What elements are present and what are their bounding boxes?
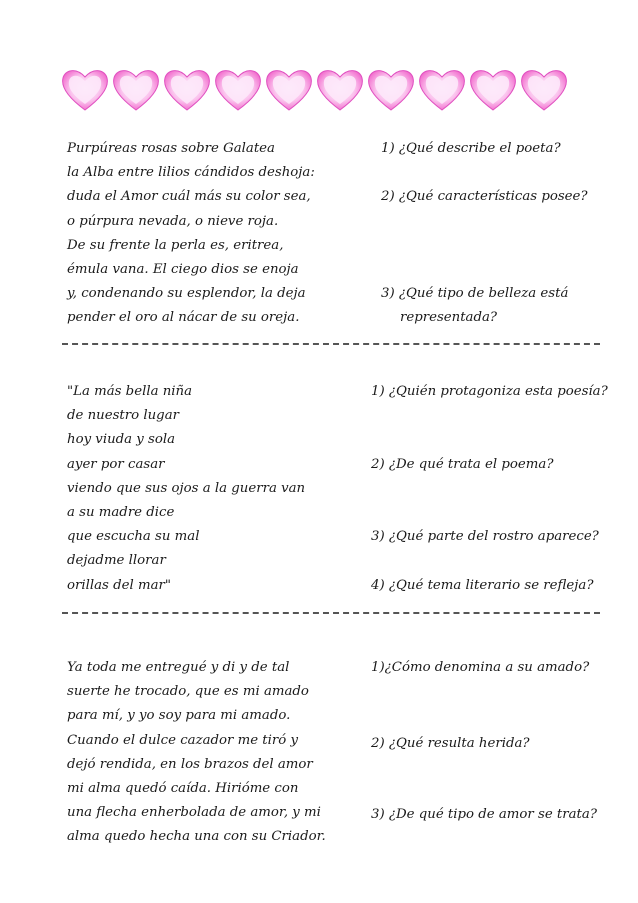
hearts-banner xyxy=(60,66,570,118)
poem-line: dejó rendida, en los brazos del amor xyxy=(67,756,313,772)
heart-icon xyxy=(264,66,314,114)
poem-line: pender el oro al nácar de su oreja. xyxy=(67,310,300,326)
poem-line: y, condenando su esplendor, la deja xyxy=(67,286,306,302)
heart-icon xyxy=(111,66,161,114)
section-divider xyxy=(62,612,600,614)
question: 1)¿Cómo denomina a su amado? xyxy=(371,660,590,675)
poem-line: a su madre dice xyxy=(67,505,175,521)
poem-line: ayer por casar xyxy=(67,456,165,472)
poem-line: dejadme llorar xyxy=(67,553,166,569)
question: 3) ¿Qué tipo de belleza está xyxy=(381,286,569,301)
heart-icon xyxy=(366,66,416,114)
heart-icon xyxy=(162,66,212,114)
poem-line: De su frente la perla es, eritrea, xyxy=(67,237,284,253)
heart-icon xyxy=(468,66,518,114)
poem-line: o púrpura nevada, o nieve roja. xyxy=(67,213,279,229)
poem-line: una flecha enherbolada de amor, y mi xyxy=(67,805,321,821)
question: 2) ¿Qué resulta herida? xyxy=(371,736,530,751)
heart-icon xyxy=(213,66,263,114)
poem-line: Purpúreas rosas sobre Galatea xyxy=(67,141,275,156)
heart-icon xyxy=(519,66,569,114)
question: 2) ¿Qué características posee? xyxy=(381,189,588,204)
poem-line: hoy viuda y sola xyxy=(67,432,176,448)
poem-line: duda el Amor cuál más su color sea, xyxy=(67,189,311,205)
question: 1) ¿Qué describe el poeta? xyxy=(381,141,561,156)
poem-line: "La más bella niña xyxy=(67,384,193,399)
poem-line: para mí, y yo soy para mi amado. xyxy=(67,708,291,724)
poem-line: la Alba entre lilios cándidos deshoja: xyxy=(67,165,315,181)
poem-line: Ya toda me entregué y di y de tal xyxy=(67,660,290,675)
poem-line: mi alma quedó caída. Hirióme con xyxy=(67,781,299,797)
heart-icon xyxy=(60,66,110,114)
poem-line: orillas del mar" xyxy=(67,577,171,593)
poem-line: alma quedo hecha una con su Criador. xyxy=(67,829,326,845)
poem-line: viendo que sus ojos a la guerra van xyxy=(67,480,306,496)
poem-line: que escucha su mal xyxy=(67,529,200,545)
poem-line: Cuando el dulce cazador me tiró y xyxy=(67,732,299,748)
poem-text-2 xyxy=(67,380,305,598)
section-divider xyxy=(62,343,600,345)
question: 3) ¿De qué tipo de amor se trata? xyxy=(371,807,597,822)
question: 3) ¿Qué parte del rostro aparece? xyxy=(371,529,599,544)
question: 2) ¿De qué trata el poema? xyxy=(371,457,554,472)
poem-line: de nuestro lugar xyxy=(67,408,179,424)
question: 1) ¿Quién protagoniza esta poesía? xyxy=(371,384,608,399)
question: 4) ¿Qué tema literario se refleja? xyxy=(371,578,594,593)
heart-icon xyxy=(417,66,467,114)
poem-line: suerte he trocado, que es mi amado xyxy=(67,684,309,700)
question-continuation: representada? xyxy=(400,310,498,325)
poem-line: émula vana. El ciego dios se enoja xyxy=(67,262,299,278)
poem-text-3 xyxy=(67,656,326,850)
heart-icon xyxy=(315,66,365,114)
poem-text-1 xyxy=(67,137,315,331)
